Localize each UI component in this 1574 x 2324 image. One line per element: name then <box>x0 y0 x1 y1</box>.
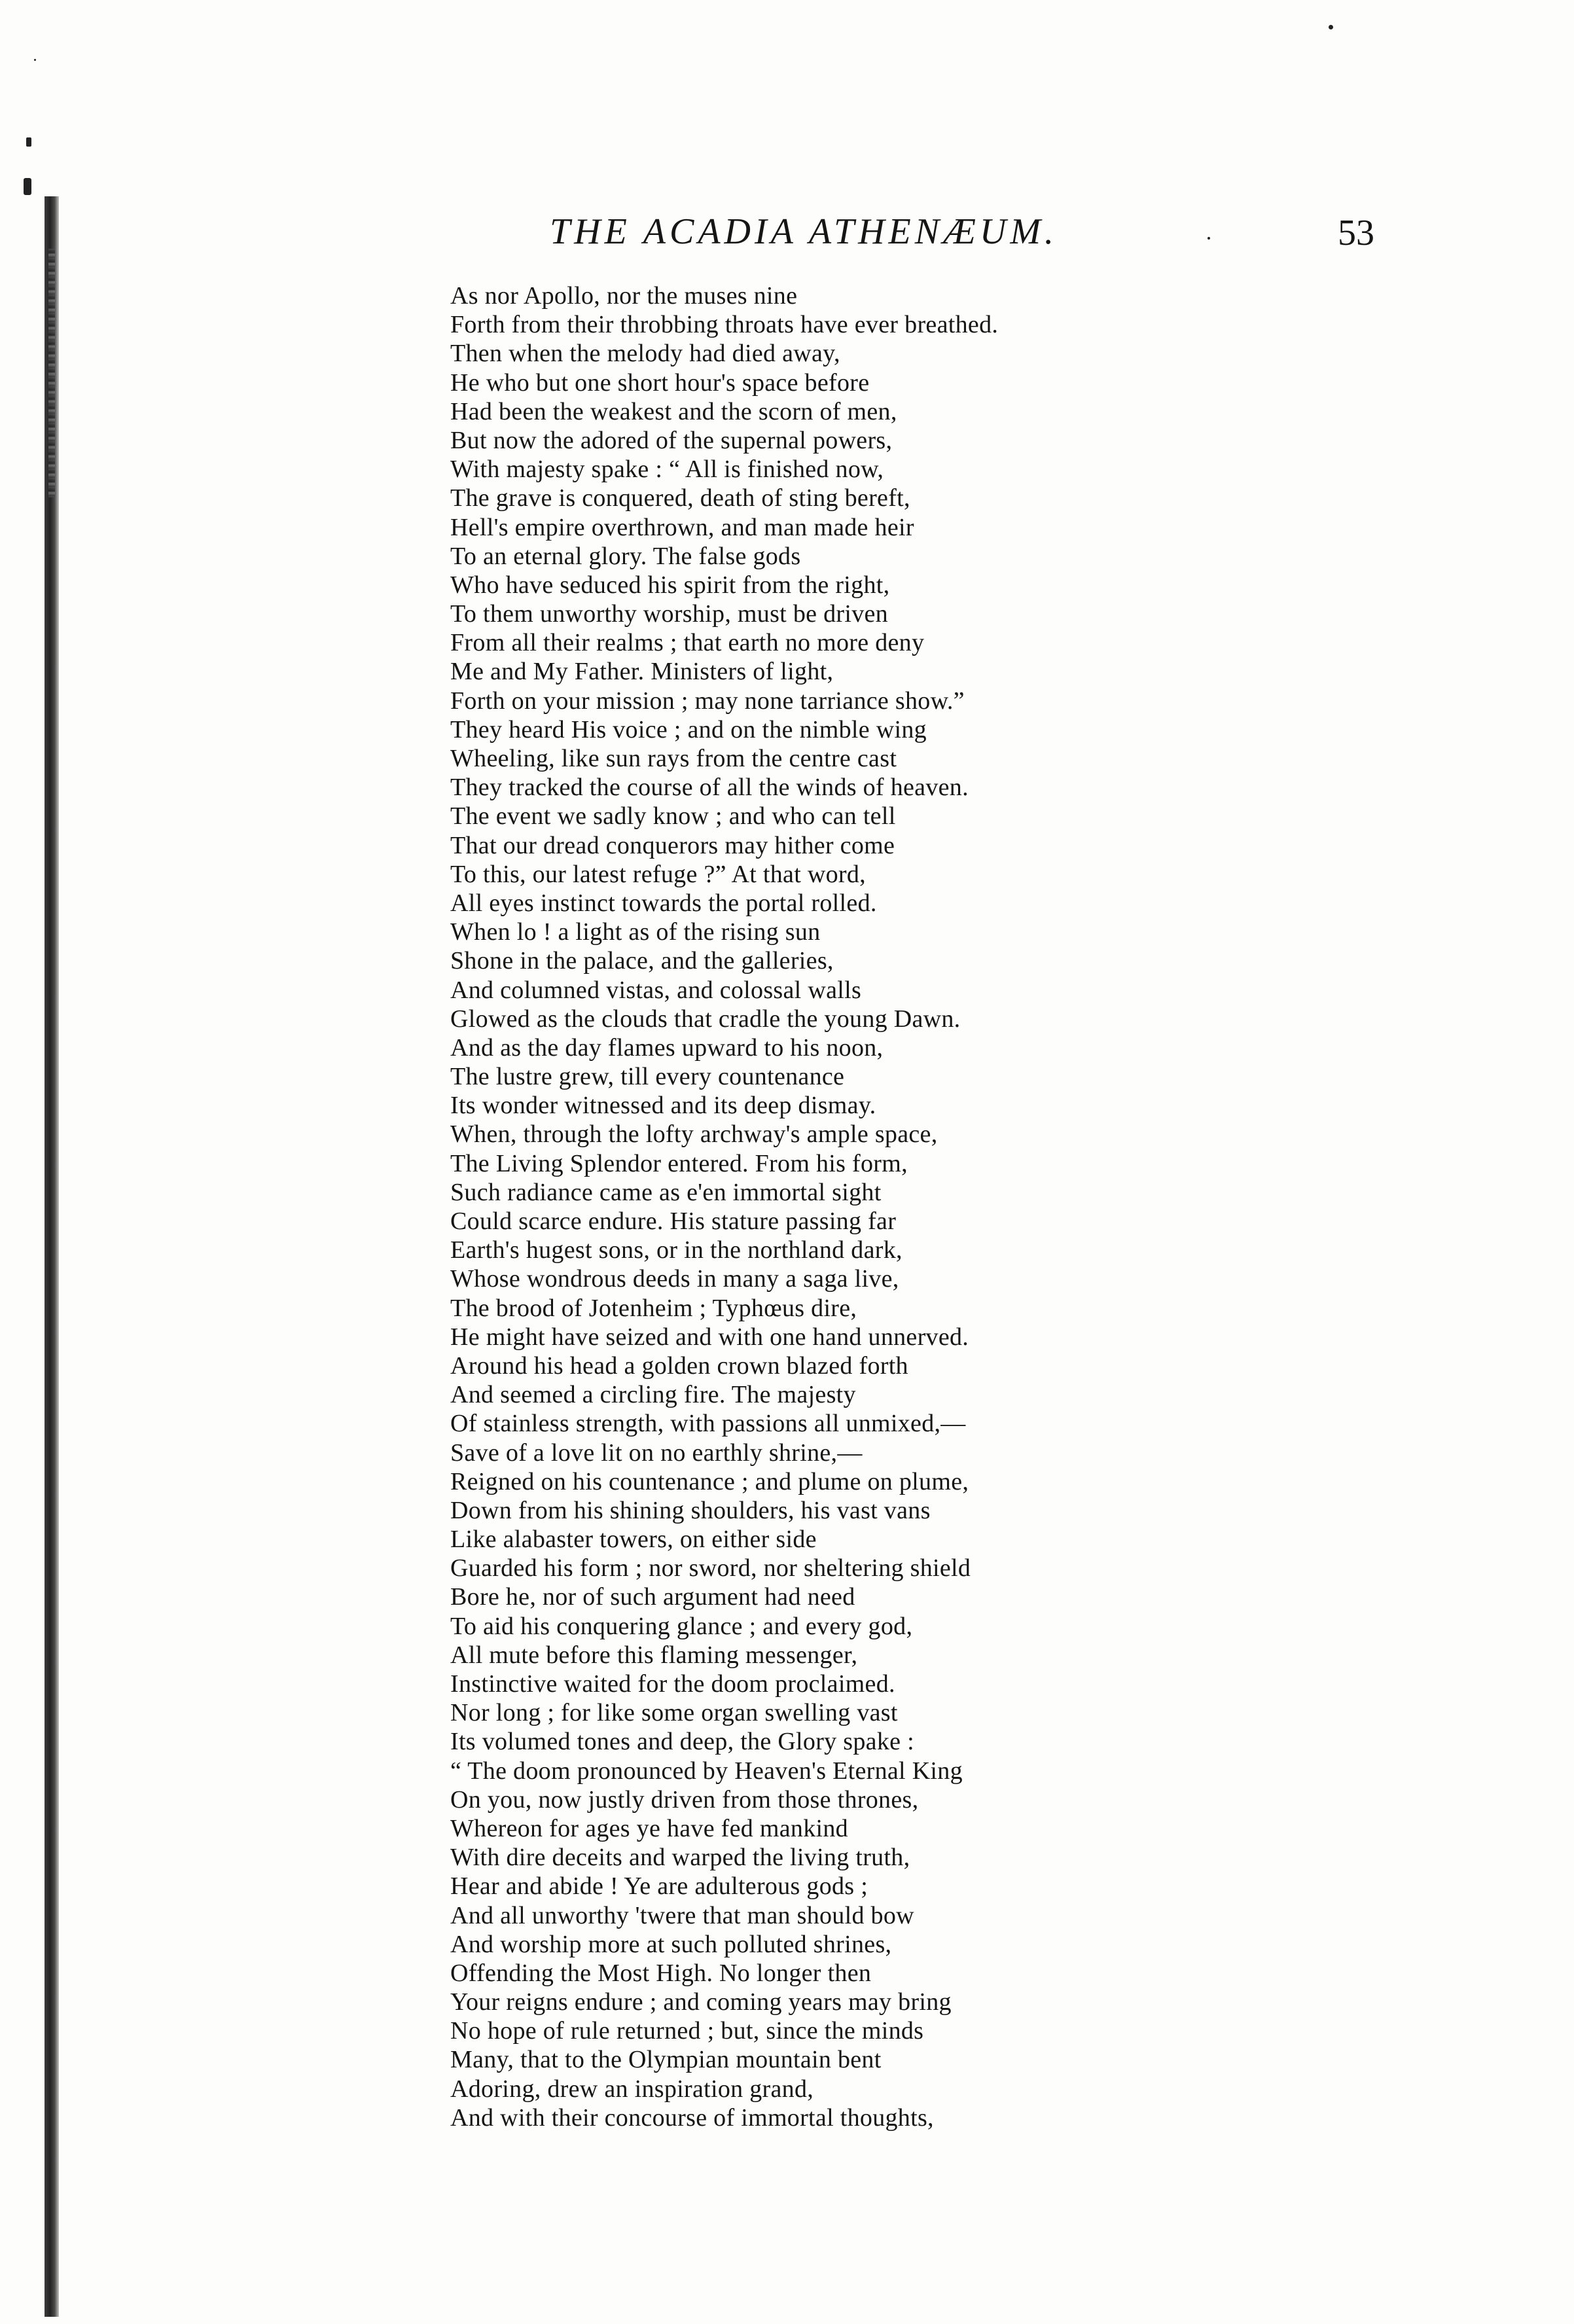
poem-line: Glowed as the clouds that cradle the young Dawn. <box>450 1005 961 1033</box>
poem-line: Wheeling, like sun rays from the centre cast <box>450 745 897 772</box>
poem-line: Offending the Most High. No longer then <box>450 1959 872 1987</box>
poem-line: The lustre grew, till every countenance <box>450 1063 845 1091</box>
poem-line: All mute before this flaming messenger, <box>450 1641 858 1669</box>
poem-line: Like alabaster towers, on either side <box>450 1526 817 1554</box>
poem-line: Forth on your mission ; may none tarriance show.” <box>450 687 965 715</box>
poem-line: When, through the lofty archway's ample space, <box>450 1120 938 1149</box>
scan-speck <box>34 59 36 61</box>
poem-line: The grave is conquered, death of sting bereft, <box>450 484 910 512</box>
poem-line: And worship more at such polluted shrines, <box>450 1930 892 1958</box>
poem-line: Hear and abide ! Ye are adulterous gods ; <box>450 1872 868 1901</box>
poem-line: Then when the melody had died away, <box>450 340 840 368</box>
poem-line: As nor Apollo, nor the muses nine <box>450 282 798 310</box>
poem-line: Of stainless strength, with passions all unmixed,— <box>450 1410 966 1438</box>
poem-line: On you, now justly driven from those thrones, <box>450 1785 919 1814</box>
poem-line: Whereon for ages ye have fed mankind <box>450 1814 848 1842</box>
poem-line: To this, our latest refuge ?” At that word, <box>450 860 866 888</box>
poem-line: When lo ! a light as of the rising sun <box>450 918 821 946</box>
poem-line: And columned vistas, and colossal walls <box>450 976 862 1004</box>
poem-line: Your reigns endure ; and coming years may bring <box>450 1988 952 2016</box>
poem-line: He who but one short hour's space before <box>450 368 870 397</box>
binding-shadow <box>45 196 59 2317</box>
poem-line: Its volumed tones and deep, the Glory spake : <box>450 1728 914 1756</box>
poem-text <box>450 281 1471 2132</box>
poem-line: They heard His voice ; and on the nimble wing <box>450 715 927 743</box>
poem-line: Nor long ; for like some organ swelling vast <box>450 1699 898 1727</box>
page-header <box>550 211 1374 263</box>
page-number: 53 <box>1338 213 1374 253</box>
poem-line: Such radiance came as e'en immortal sight <box>450 1178 882 1206</box>
poem-line: With dire deceits and warped the living truth, <box>450 1844 910 1872</box>
poem-line: Me and My Father. Ministers of light, <box>450 658 834 686</box>
poem-line: All eyes instinct towards the portal rolled. <box>450 889 877 917</box>
poem-line: No hope of rule returned ; but, since the minds <box>450 2017 924 2045</box>
poem-line: That our dread conquerors may hither come <box>450 831 895 859</box>
poem-line: Who have seduced his spirit from the right, <box>450 571 890 599</box>
poem-line: To aid his conquering glance ; and every god, <box>450 1612 913 1640</box>
poem-line: Down from his shining shoulders, his vast vans <box>450 1496 931 1524</box>
poem-line: Had been the weakest and the scorn of men, <box>450 397 897 425</box>
poem-line: With majesty spake : “ All is finished now, <box>450 456 884 484</box>
poem-line: And seemed a circling fire. The majesty <box>450 1381 856 1409</box>
scan-speck <box>26 137 31 147</box>
poem-line: Forth from their throbbing throats have ever breathed. <box>450 311 999 339</box>
poem-line: To them unworthy worship, must be driven <box>450 600 888 628</box>
poem-line: Save of a love lit on no earthly shrine,— <box>450 1439 863 1467</box>
poem-line: The Living Splendor entered. From his form, <box>450 1149 908 1177</box>
scan-speck <box>1329 25 1333 29</box>
poem-line: Many, that to the Olympian mountain bent <box>450 2046 882 2074</box>
poem-line: Could scarce endure. His stature passing far <box>450 1207 897 1235</box>
poem-line: And all unworthy 'twere that man should bow <box>450 1901 914 1929</box>
poem-line: Earth's hugest sons, or in the northland dark, <box>450 1236 903 1264</box>
poem-line: And as the day flames upward to his noon, <box>450 1033 884 1062</box>
poem-line: To an eternal glory. The false gods <box>450 542 801 570</box>
poem-line: “ The doom pronounced by Heaven's Eternal King <box>450 1757 963 1785</box>
poem-line: From all their realms ; that earth no more deny <box>450 629 925 657</box>
binding-texture <box>48 249 55 497</box>
poem-line: The event we sadly know ; and who can tell <box>450 802 896 831</box>
poem-line: Hell's empire overthrown, and man made heir <box>450 513 914 541</box>
poem-line: Its wonder witnessed and its deep dismay. <box>450 1092 876 1120</box>
poem-line: Whose wondrous deeds in many a saga live, <box>450 1265 899 1293</box>
poem-line: Bore he, nor of such argument had need <box>450 1583 855 1611</box>
poem-line: Reigned on his countenance ; and plume on plume, <box>450 1467 969 1495</box>
poem-line: Instinctive waited for the doom proclaimed. <box>450 1670 895 1698</box>
poem-line: Shone in the palace, and the galleries, <box>450 947 834 975</box>
poem-line: Adoring, drew an inspiration grand, <box>450 2075 814 2103</box>
poem-line: And with their concourse of immortal thoughts, <box>450 2103 934 2132</box>
poem-line: The brood of Jotenheim ; Typhœus dire, <box>450 1294 857 1322</box>
poem-line: They tracked the course of all the winds of heaven. <box>450 774 969 802</box>
poem-line: But now the adored of the supernal powers, <box>450 426 893 454</box>
poem-line: He might have seized and with one hand unnerved. <box>450 1323 969 1351</box>
poem-line: Guarded his form ; nor sword, nor sheltering shield <box>450 1554 971 1582</box>
running-title: THE ACADIA ATHENÆUM. <box>550 211 1058 252</box>
scan-speck <box>24 178 31 195</box>
poem-line: Around his head a golden crown blazed forth <box>450 1351 908 1380</box>
